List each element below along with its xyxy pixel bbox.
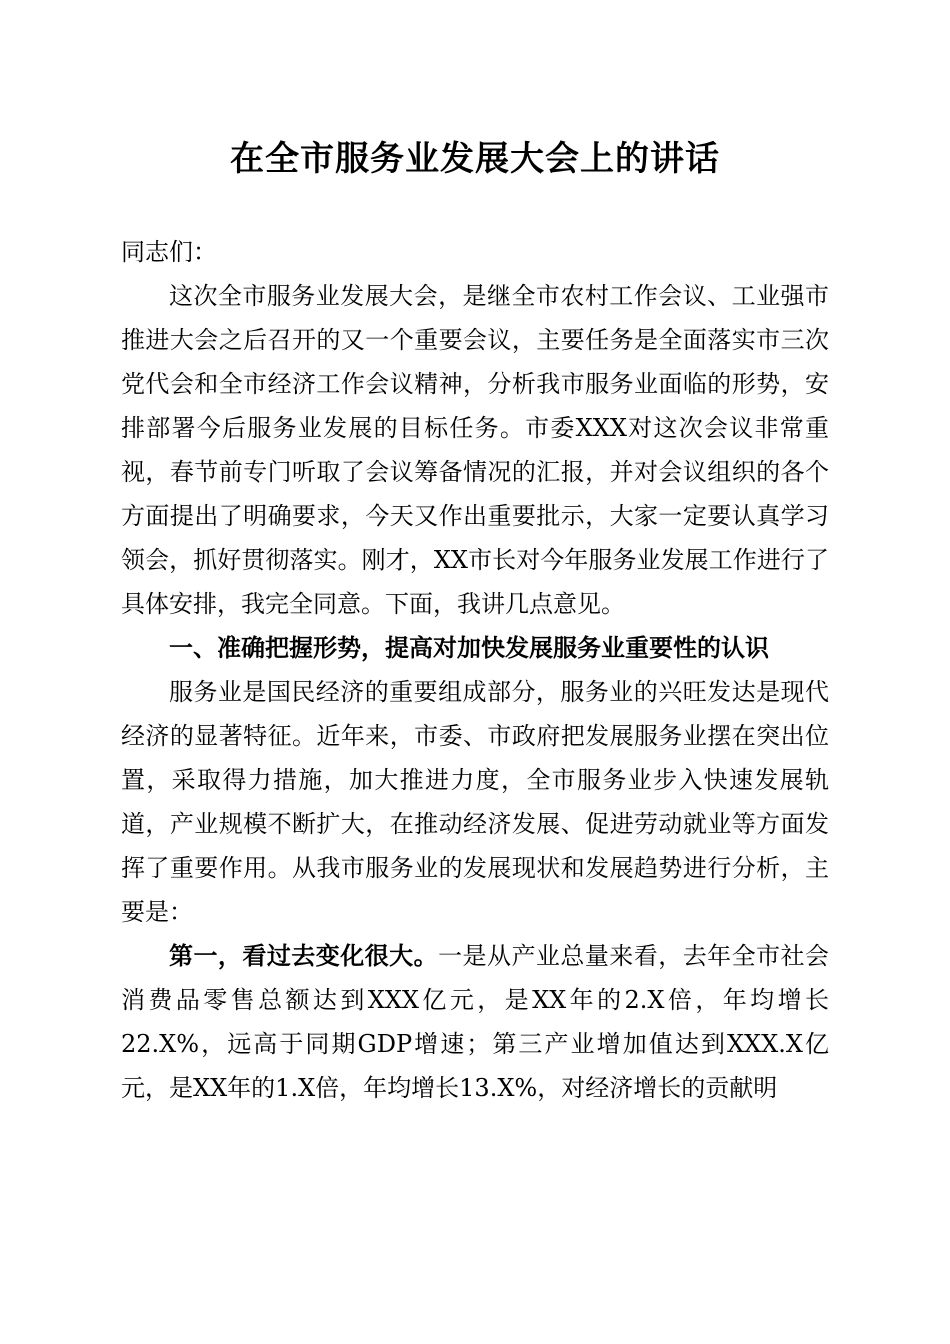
- paragraph-intro: 这次全市服务业发展大会，是继全市农村工作会议、工业强市推进大会之后召开的又一个重要会议，主要任务是全面落实市三次党代会和全市经济工作会议精神，分析我市服务业面临的形势，安排部署今后服务业发展的目标任务。市委XXX对这次会议非常重视，春节前专门听取了会议筹备情况的汇报，并对会议组织的各个方面提出了明确要求，今天又作出重要批示，大家一定要认真学习领会，抓好贯彻落实。刚才，XX市长对今年服务业发展工作进行了具体安排，我完全同意。下面，我讲几点意见。: [121, 282, 829, 618]
- paragraph-overview: 服务业是国民经济的重要组成部分，服务业的兴旺发达是现代经济的显著特征。近年来，市委、市政府把发展服务业摆在突出位置，采取得力措施，加大推进力度，全市服务业步入快速发展轨道，产业规模不断扩大，在推动经济发展、促进劳动就业等方面发挥了重要作用。从我市服务业的发展现状和发展趋势进行分析，主要是：: [121, 678, 829, 926]
- document-title: 在全市服务业发展大会上的讲话: [230, 139, 720, 179]
- first-point-lead: 第一，看过去变化很大。: [169, 941, 439, 970]
- salutation: 同志们：: [121, 238, 217, 266]
- section-heading-1: 一、准确把握形势，提高对加快发展服务业重要性的认识: [169, 634, 769, 662]
- first-point-body: 一是从产业总量来看，去年全市社会消费品零售总额达到XXX亿元，是XX年的2.X倍，年均增长22.X%，远高于同期GDP增速；第三产业增加值达到XXX.X亿元，是XX年的1.X倍，年均增长13.X%，对经济增长的贡献明: [121, 942, 830, 1102]
- paragraph-first-point: [121, 934, 829, 1110]
- document-body: [121, 230, 829, 1110]
